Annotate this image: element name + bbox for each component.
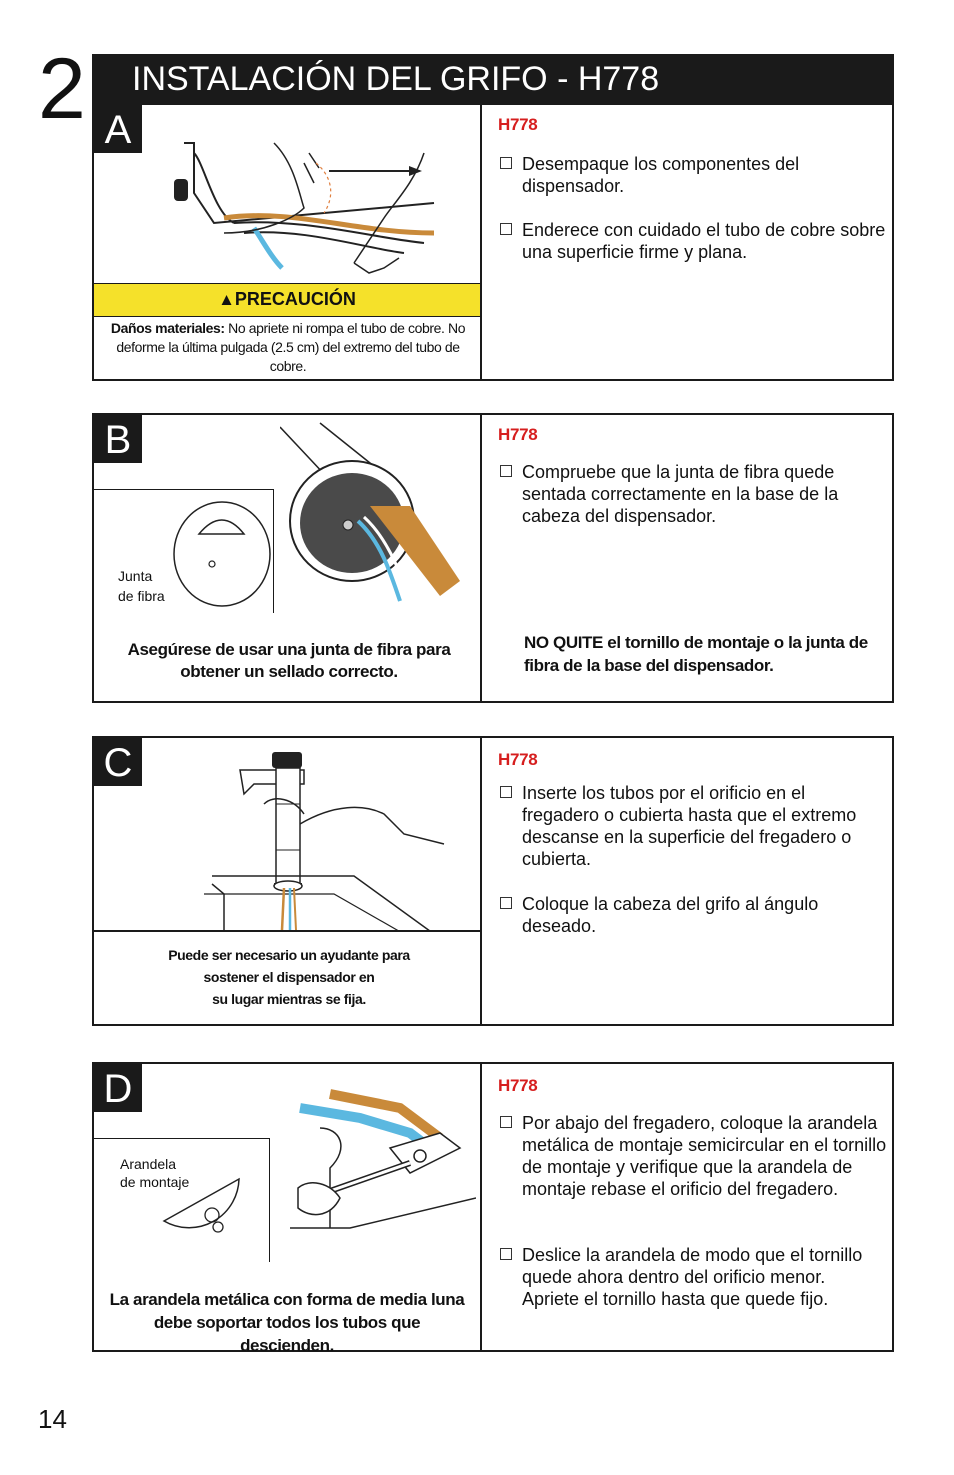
warning-icon: ▲ (218, 290, 235, 309)
checkbox[interactable] (500, 223, 512, 235)
step-text: Inserte los tubos por el orificio en el fregadero o cubierta hasta que el extremo descanse en la superficie del fregadero o cubierta. (522, 783, 857, 869)
washer-inset (94, 1138, 270, 1262)
checkbox[interactable] (500, 1248, 512, 1260)
section-b-caption: Asegúrese de usar una junta de fibra para obtener un sellado correcto. (127, 640, 451, 681)
caption-divider (94, 930, 480, 932)
insert-tubes-illustration (204, 744, 480, 930)
gasket-label: Junta de fibra (118, 568, 165, 604)
section-b-letter: B (94, 415, 142, 463)
checkbox[interactable] (500, 897, 512, 909)
checklist-item (500, 1244, 882, 1310)
do-not-remove-note: NO QUITE el tornillo de montaje o la junta de fibra de la base del dispensador. (524, 633, 868, 675)
step-text: Desempaque los componentes del dispensador. (522, 154, 800, 196)
section-c-panel (92, 736, 894, 1026)
straighten-tube-illustration (154, 123, 474, 283)
step-text: Compruebe que la junta de fibra quede sentada correctamente en la base de la cabeza del dispensador. (522, 462, 839, 526)
mounting-washer-illustration (154, 1169, 254, 1259)
section-c-caption: Puede ser necesario un ayudante para sostener el dispensador en su lugar mientras se fija. (168, 947, 410, 1007)
washer-label: Arandela de montaje (120, 1156, 190, 1190)
step-text: Coloque la cabeza del grifo al ángulo deseado. (522, 894, 819, 936)
page-number: 14 (38, 1404, 67, 1434)
step-number: 2 (38, 41, 86, 137)
checkbox[interactable] (500, 157, 512, 169)
step-text: Enderece con cuidado el tubo de cobre sobre una superficie firme y plana. (522, 220, 886, 262)
checkbox[interactable] (500, 465, 512, 477)
checklist-item (500, 219, 892, 263)
section-d-panel (92, 1062, 894, 1355)
checkbox[interactable] (500, 1116, 512, 1128)
step-text: Por abajo del fregadero, coloque la arandela metálica de montaje semicircular en el tornillo de montaje y verifique que la arandela de montaje rebase el orificio del fregadero. (522, 1113, 887, 1199)
checklist-item (500, 893, 882, 937)
section-a-model: H778 (498, 115, 538, 134)
section-d-caption: La arandela metálica con forma de media luna debe soportar todos los tubos que descienden. (109, 1290, 465, 1355)
caution-title: PRECAUCIÓN (234, 289, 356, 309)
checklist-item (500, 782, 882, 870)
checklist-item (500, 153, 892, 197)
section-a-letter: A (94, 105, 142, 153)
caution-bar (94, 283, 480, 317)
fiber-gasket-illustration (164, 496, 274, 608)
caution-lead: Daños materiales: (110, 320, 225, 336)
section-b-model: H778 (498, 425, 538, 444)
checklist-item (500, 461, 862, 527)
caution-body: No apriete ni rompa el tubo de cobre. No deforme la última pulgada (2.5 cm) del extremo del tubo de cobre. (116, 320, 466, 374)
dispenser-base-illustration (280, 421, 476, 611)
gasket-inset (94, 489, 274, 613)
section-d-model: H778 (498, 1076, 538, 1095)
section-c-model: H778 (498, 750, 538, 769)
page-title: INSTALACIÓN DEL GRIFO - H778 (92, 54, 894, 104)
caution-text (108, 319, 468, 376)
section-a-panel (92, 103, 894, 381)
checklist-item (500, 1112, 892, 1200)
section-b-panel (92, 413, 894, 703)
checkbox[interactable] (500, 786, 512, 798)
section-d-letter: D (94, 1064, 142, 1112)
section-c-letter: C (94, 738, 142, 786)
tighten-washer-illustration (290, 1088, 476, 1238)
step-text: Deslice la arandela de modo que el tornillo quede ahora dentro del orificio menor. Apriete el tornillo hasta que quede fijo. (522, 1245, 863, 1309)
